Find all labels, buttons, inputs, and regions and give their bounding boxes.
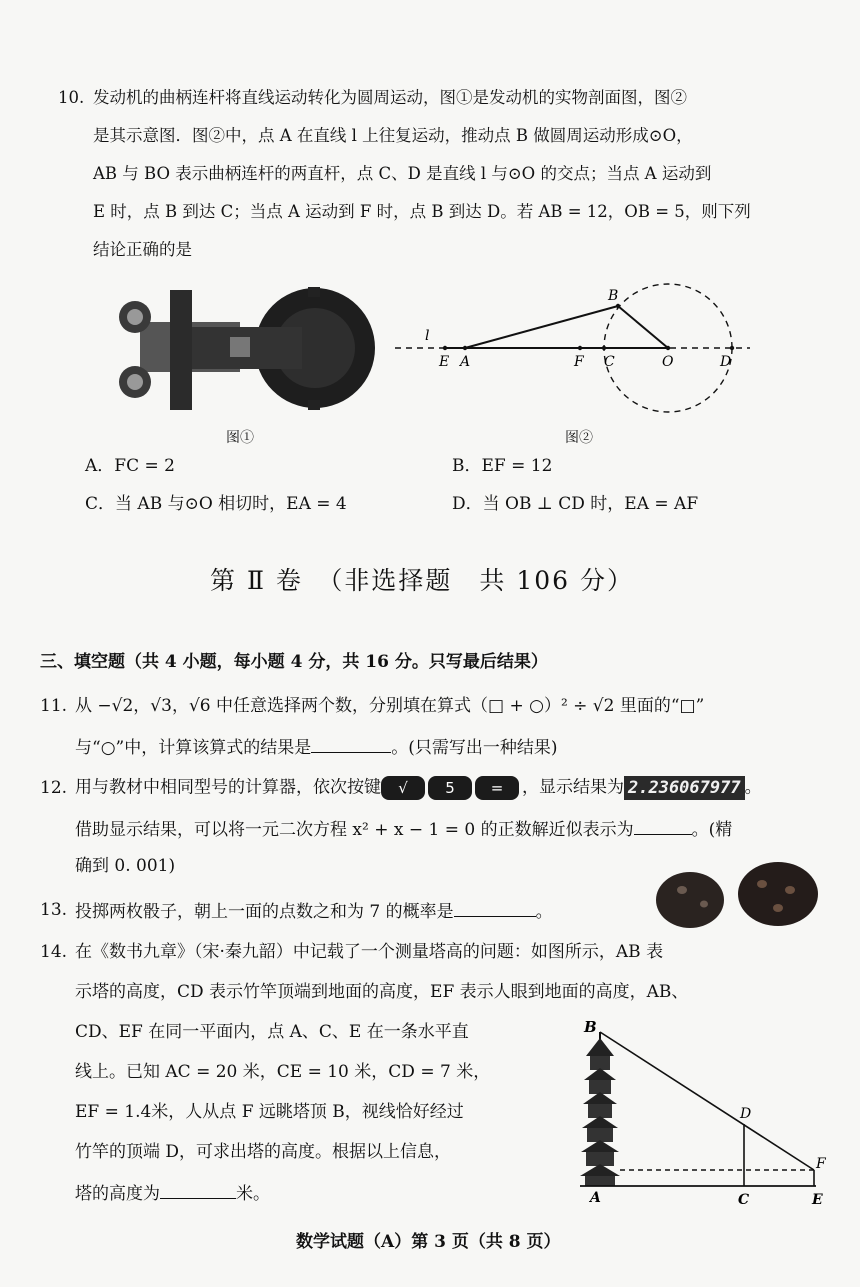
q13-answer-blank[interactable] xyxy=(454,900,536,917)
figure1-caption: 图① xyxy=(226,430,254,446)
q13-line xyxy=(75,900,553,922)
label-l: l xyxy=(425,328,430,344)
q14-line-7 xyxy=(75,1182,270,1204)
q10-option-b: B．EF = 12 xyxy=(452,456,553,476)
rod-bo xyxy=(618,306,668,348)
label-b: B xyxy=(608,288,619,304)
rod-ab xyxy=(465,306,618,348)
q12-line-1 xyxy=(75,776,762,800)
label-e: E xyxy=(812,1192,823,1208)
label-a: A xyxy=(460,354,471,370)
q11-line-2 xyxy=(75,736,557,758)
q14-line-2: 示塔的高度，CD 表示竹竿顶端到地面的高度，EF 表示人眼到地面的高度，AB、 xyxy=(75,982,689,1002)
sight-line-bf xyxy=(600,1032,814,1170)
page-footer: 数学试题（A）第 3 页（共 8 页） xyxy=(296,1232,561,1252)
section2-title: 第 Ⅱ 卷 （非选择题 共 106 分） xyxy=(210,566,634,595)
q10-option-c: C．当 AB 与⊙O 相切时，EA = 4 xyxy=(85,494,347,514)
q14-answer-blank[interactable] xyxy=(160,1182,236,1199)
q10-option-d: D．当 OB ⊥ CD 时，EA = AF xyxy=(452,494,699,514)
label-e: E xyxy=(439,354,450,370)
label-a: A xyxy=(590,1190,601,1206)
label-c: C xyxy=(604,354,615,370)
q12-line-2 xyxy=(75,818,732,840)
q13-suffix: 。 xyxy=(535,902,553,922)
q14-line-5: EF = 1.4米，人从点 F 远眺塔顶 B，视线恰好经过 xyxy=(75,1102,464,1122)
q12-line-1-mid: ，显示结果为 xyxy=(522,777,624,798)
q11-line-1: 从 −√2，√3，√6 中任意选择两个数，分别填在算式（□ + ○）² ÷ √2 里面的“□” xyxy=(75,696,705,716)
sqrt-key-button: √ xyxy=(381,776,425,800)
tower-illustration xyxy=(580,1032,620,1186)
q12-line-2-text: 借助显示结果，可以将一元二次方程 x² + x − 1 = 0 的正数解近似表示为 xyxy=(75,820,634,840)
q10-line-3: AB 与 BO 表示曲柄连杆的两直杆，点 C、D 是直线 l 与⊙O 的交点；当点 A 运动到 xyxy=(93,164,712,183)
q14-line-1: 在《数书九章》（宋·秦九韶）中记载了一个测量塔高的问题：如图所示，AB 表 xyxy=(75,942,664,962)
dice-photo xyxy=(652,860,842,932)
figure2-caption: 图② xyxy=(565,430,593,446)
label-c: C xyxy=(738,1192,750,1208)
q10-option-a: A．FC = 2 xyxy=(85,456,175,476)
q10-line-4: E 时，点 B 到达 C；当点 A 运动到 F 时，点 B 到达 D。若 AB = 12，OB = 5，则下列 xyxy=(93,202,751,221)
q14-line-7-text: 塔的高度为 xyxy=(75,1184,160,1204)
figure1-engine-photo xyxy=(110,282,390,417)
q14-line-3: CD、EF 在同一平面内，点 A、C、E 在一条水平直 xyxy=(75,1022,469,1042)
label-f: F xyxy=(574,354,584,370)
q10-line-1: 发动机的曲柄连杆将直线运动转化为圆周运动，图①是发动机的实物剖面图，图② xyxy=(93,88,687,107)
q12-line-3: 确到 0. 001) xyxy=(75,856,176,876)
q10-line-2: 是其示意图．图②中，点 A 在直线 l 上往复运动，推动点 B 做圆周运动形成⊙O， xyxy=(93,126,693,145)
q14-line-7-suffix: 米。 xyxy=(236,1184,270,1204)
calculator-display: 2.236067977 xyxy=(624,776,745,800)
label-o: O xyxy=(662,354,674,370)
q11-line-2-suffix: 。(只需写出一种结果) xyxy=(391,738,558,758)
section3-heading: 三、填空题（共 4 小题，每小题 4 分，共 16 分。只写最后结果） xyxy=(40,652,548,672)
q12-line-2-suffix: 。(精 xyxy=(691,820,733,840)
q14-number: 14. xyxy=(40,942,68,962)
label-f: F xyxy=(816,1156,826,1172)
q13-number: 13. xyxy=(40,900,68,920)
q11-line-2-text: 与“○”中，计算该算式的结果是 xyxy=(75,738,312,758)
label-d: D xyxy=(740,1106,752,1122)
q14-line-6: 竹竿的顶端 D，可求出塔的高度。根据以上信息， xyxy=(75,1142,452,1162)
q14-line-4: 线上。已知 AC = 20 米，CE = 10 米，CD = 7 米， xyxy=(75,1062,491,1082)
q12-answer-blank[interactable] xyxy=(634,818,692,835)
figure2-diagram xyxy=(390,280,770,425)
q13-text: 投掷两枚骰子，朝上一面的点数之和为 7 的概率是 xyxy=(75,902,454,922)
q10-line-5: 结论正确的是 xyxy=(93,240,192,259)
q11-number: 11. xyxy=(40,696,68,716)
q12-line-1-text: 用与教材中相同型号的计算器，依次按键 xyxy=(75,777,381,798)
five-key-button: 5 xyxy=(428,776,472,800)
label-b: B xyxy=(584,1020,597,1036)
q10-number: 10. xyxy=(58,88,85,107)
q12-number: 12. xyxy=(40,778,68,798)
q12-line-1-end: 。 xyxy=(744,777,762,798)
q11-answer-blank[interactable] xyxy=(311,736,391,753)
equals-key-button: = xyxy=(475,776,519,800)
q14-tower-figure xyxy=(580,1020,840,1210)
label-d: D xyxy=(720,354,732,370)
